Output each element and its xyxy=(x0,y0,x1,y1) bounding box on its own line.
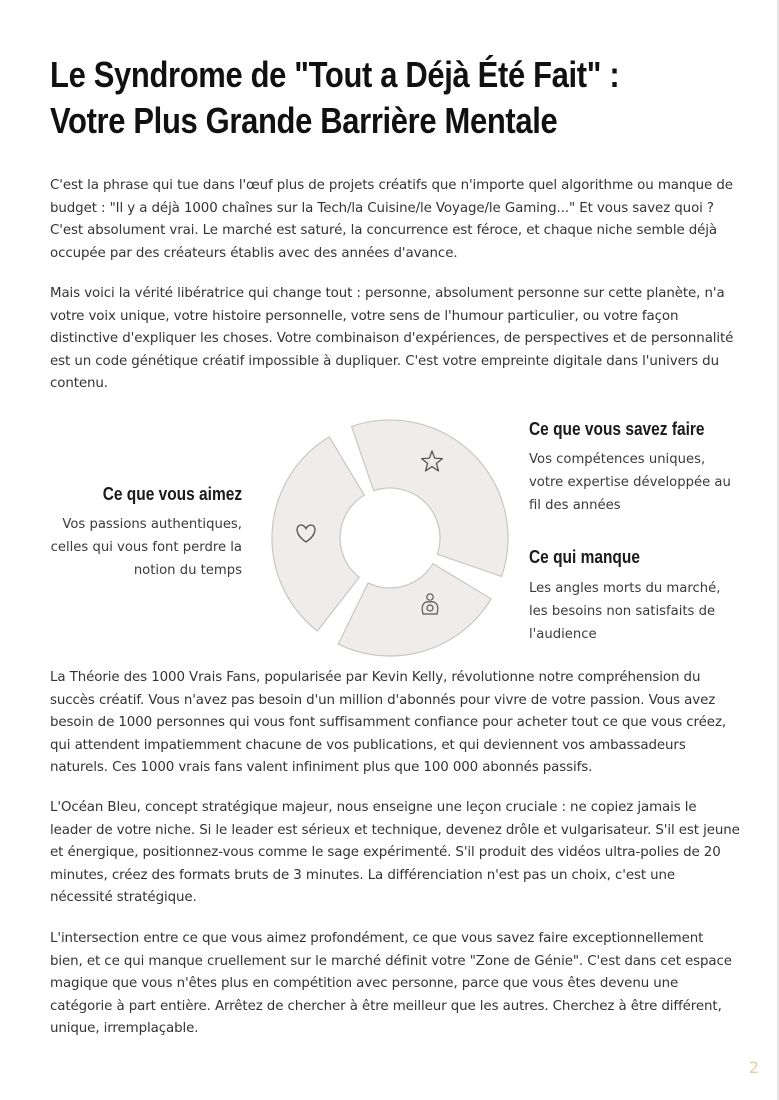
label-missing-description: Les angles morts du marché, les besoins non satisfaits de l'audience xyxy=(529,581,721,642)
paragraph-blue-ocean: L'Océan Bleu, concept stratégique majeur, nous enseigne une leçon cruciale : ne copiez jamais le leader de votre niche. Si le leader est sérieux et technique, devenez drôle et vulgarisateur. S'il est jeune et énergique, positionnez-vous comme le sage expérimenté. S'il produit des vidéos ultra-polies de 20 minutes, créez des formats bruts de 3 minutes. La différenciation n'est pas un choix, c'est une nécessité stratégique. xyxy=(50,800,740,905)
segment-skills xyxy=(352,420,508,576)
paragraph-1000-fans: La Théorie des 1000 Vrais Fans, popularisée par Kevin Kelly, révolutionne notre compréhension du succès créatif. Vous n'avez pas besoin d'un million d'abonnés pour vivre de votre passion. Vous avez besoin de 1000 personnes qui vous font suffisamment confiance pour acheter tout ce que vous créez, qui attendent impatiemment chacune de vos publications, et qui deviennent vos ambassadeurs naturels. Ces 1000 vrais fans valent infiniment plus que 100 000 abonnés passifs. xyxy=(50,670,727,775)
donut-diagram xyxy=(268,418,512,658)
page-number: 2 xyxy=(748,1058,759,1077)
label-skills-description: Vos compétences uniques, votre expertise développée au fil des années xyxy=(529,452,731,513)
label-skills-title: Ce que vous savez faire xyxy=(529,419,705,439)
segment-missing xyxy=(338,564,491,656)
genius-zone-diagram xyxy=(268,418,512,658)
page-title: Le Syndrome de "Tout a Déjà Été Fait" : Votre Plus Grande Barrière Mentale xyxy=(50,54,620,141)
label-missing-title: Ce qui manque xyxy=(529,547,640,567)
label-passions-title: Ce que vous aimez xyxy=(102,484,242,504)
segment-passions xyxy=(272,437,364,631)
paragraph-truth: Mais voici la vérité libératrice qui change tout : personne, absolument personne sur cette planète, n'a votre voix unique, votre histoire personnelle, votre sens de l'humour particulier, ou votre façon distinctive d'expliquer les choses. Votre combinaison d'expériences, de perspectives et de personnalité est un code génétique créatif impossible à dupliquer. C'est votre empreinte digitale dans l'univers du contenu. xyxy=(50,286,734,391)
paragraph-genius-zone: L'intersection entre ce que vous aimez profondément, ce que vous savez faire exceptionnellement bien, et ce qui manque cruellement sur le marché définit votre "Zone de Génie". C'est dans cet espace magique que vous n'êtes plus en compétition avec personne, parce que vous êtes devenu une catégorie à part entière. Arrêtez de chercher à être meilleur que les autres. Cherchez à être différent, unique, irremplaçable. xyxy=(50,931,732,1036)
label-passions-description: Vos passions authentiques, celles qui vous font perdre la notion du temps xyxy=(50,517,242,578)
paragraph-intro: C'est la phrase qui tue dans l'œuf plus de projets créatifs que n'importe quel algorithme ou manque de budget : "Il y a déjà 1000 chaînes sur la Tech/la Cuisine/le Voyage/le Gaming..." Et vous savez quoi ? C'est absolument vrai. Le marché est saturé, la concurrence est féroce, et chaque niche semble déjà occupée par des créateurs établis avec des années d'avance. xyxy=(50,178,733,261)
